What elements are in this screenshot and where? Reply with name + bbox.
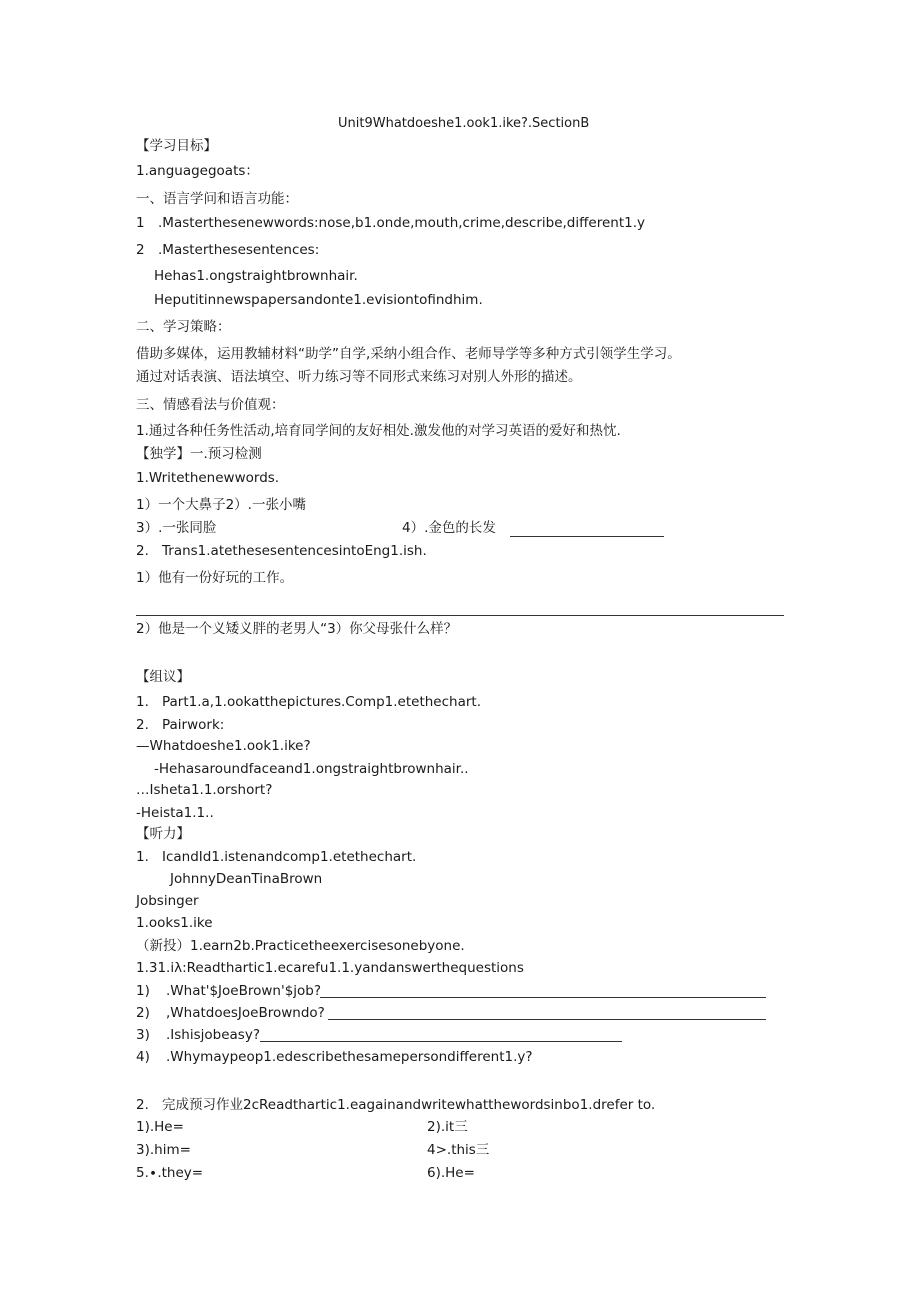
page-title: Unit9Whatdoeshe1.ook1.ike?.SectionB — [338, 116, 590, 131]
goal1-item1-number: 1 — [136, 215, 145, 231]
answer-line — [136, 615, 784, 616]
goal1-item1-text: .Masterthesenewwords:nose,b1.onde,mouth,crime,describe,different1.y — [158, 215, 646, 231]
dialog-line-3: …Isheta1.1.orshort? — [136, 782, 273, 798]
listening-heading: 【听力】 — [136, 826, 190, 842]
word-item-4: 4）.金色的长发 — [402, 520, 496, 536]
reference-6: 6).He= — [427, 1165, 475, 1181]
goal1-item2-number: 2 — [136, 242, 145, 258]
sentence-2: Heputitinnewspapersandonte1.evisiontofindhim. — [154, 292, 483, 308]
question-4-text: .Whymaypeop1.edescribethesamepersondifferent1.y? — [166, 1049, 533, 1065]
word-item-1-2: 1）一个大鼻子2）.一张小嘴 — [136, 497, 306, 513]
question-1-text: .What'$JoeBrown'$job? — [166, 983, 322, 999]
group-item1-text: Part1.a,1.ookatthepictures.Comp1.etethechart. — [162, 694, 482, 710]
question-3-number: 3) — [136, 1027, 150, 1043]
group-item2-text: Pairwork: — [162, 717, 225, 733]
strategy-line-1: 借助多媒体，运用教辅材料“助学”自学,采纳小组合作、老师导学等多种方式引领学生学习。 — [136, 346, 681, 362]
translate-number: 2. — [136, 543, 149, 559]
goal3-heading: 三、情感看法与价值观： — [136, 397, 285, 413]
translate-item-1: 1）他有一份好玩的工作。 — [136, 570, 294, 586]
dialog-line-2: -Hehasaroundfaceand1.ongstraightbrownhair.. — [154, 761, 469, 777]
goal3-text: 1.通过各种任务性活动,培育同学间的友好相处.激发他的对学习英语的爱好和热忱. — [136, 423, 621, 439]
translate-item-2-3: 2）他是一个义矮义胖的老男人“3）你父母张什么样？ — [136, 621, 458, 637]
answer-blank — [328, 1019, 766, 1020]
goal1-item2-text: .Masterthesesentences: — [158, 242, 320, 258]
reference-4: 4>.this三 — [427, 1142, 490, 1158]
question-4-number: 4) — [136, 1049, 150, 1065]
goal1-heading: 一、语言学问和语言功能： — [136, 191, 298, 207]
question-2-number: 2) — [136, 1005, 150, 1021]
question-1-number: 1) — [136, 983, 150, 999]
question-2-text: ,WhatdoesJoeBrowndo? — [166, 1005, 325, 1021]
group-heading: 【组议】 — [136, 669, 190, 685]
listen-item1-text: IcandId1.istenandcomp1.etethechart. — [162, 849, 417, 865]
question-3-text: .Ishisjobeasy? — [166, 1027, 260, 1043]
translate-instruction: Trans1.atethesesentencesintoEng1.ish. — [162, 543, 427, 559]
reference-5: 5.∙.they= — [136, 1165, 204, 1181]
chart-looks-row: 1.ooks1.ike — [136, 915, 213, 931]
self-study-heading: 【独学】一.预习检测 — [136, 446, 262, 462]
answer-blank — [260, 1041, 622, 1042]
chart-names: JohnnyDeanTinaBrown — [170, 871, 323, 887]
chart-job-row: Jobsinger — [136, 893, 199, 909]
group-item2-number: 2. — [136, 717, 149, 733]
preview-number: 2. — [136, 1097, 149, 1113]
reference-3: 3).him= — [136, 1142, 191, 1158]
reading-instruction: 1.31.iλ:Readthartic1.ecarefu1.1.yandanswerthequestions — [136, 960, 524, 976]
strategy-line-2: 通过对话表演、语法填空、听力练习等不同形式来练习对别人外形的描述。 — [136, 369, 582, 385]
goal2-heading: 二、学习策略： — [136, 319, 231, 335]
dialog-line-1: —Whatdoeshe1.ook1.ike? — [136, 738, 311, 754]
answer-blank — [320, 997, 766, 998]
language-goals: 1.anguagegoats： — [136, 163, 259, 179]
preview-text: 完成预习作业2cReadthartic1.eagainandwritewhatthewordsinbo1.drefer to. — [162, 1097, 656, 1113]
dialog-line-4: -Heista1.1.. — [136, 805, 214, 821]
group-item1-number: 1. — [136, 694, 149, 710]
listen-item1-number: 1. — [136, 849, 149, 865]
reference-2: 2).it三 — [427, 1119, 468, 1135]
sentence-1: Hehas1.ongstraightbrownhair. — [154, 268, 358, 284]
write-words-instruction: 1.Writethenewwords. — [136, 470, 280, 486]
new-lesson-line: （新投）1.earn2b.Practicetheexercisesonebyone. — [136, 938, 465, 954]
goals-heading: 【学习目标】 — [136, 138, 217, 154]
answer-blank — [510, 536, 664, 537]
reference-1: 1).He= — [136, 1119, 184, 1135]
word-item-3: 3）.一张同脸 — [136, 520, 217, 536]
